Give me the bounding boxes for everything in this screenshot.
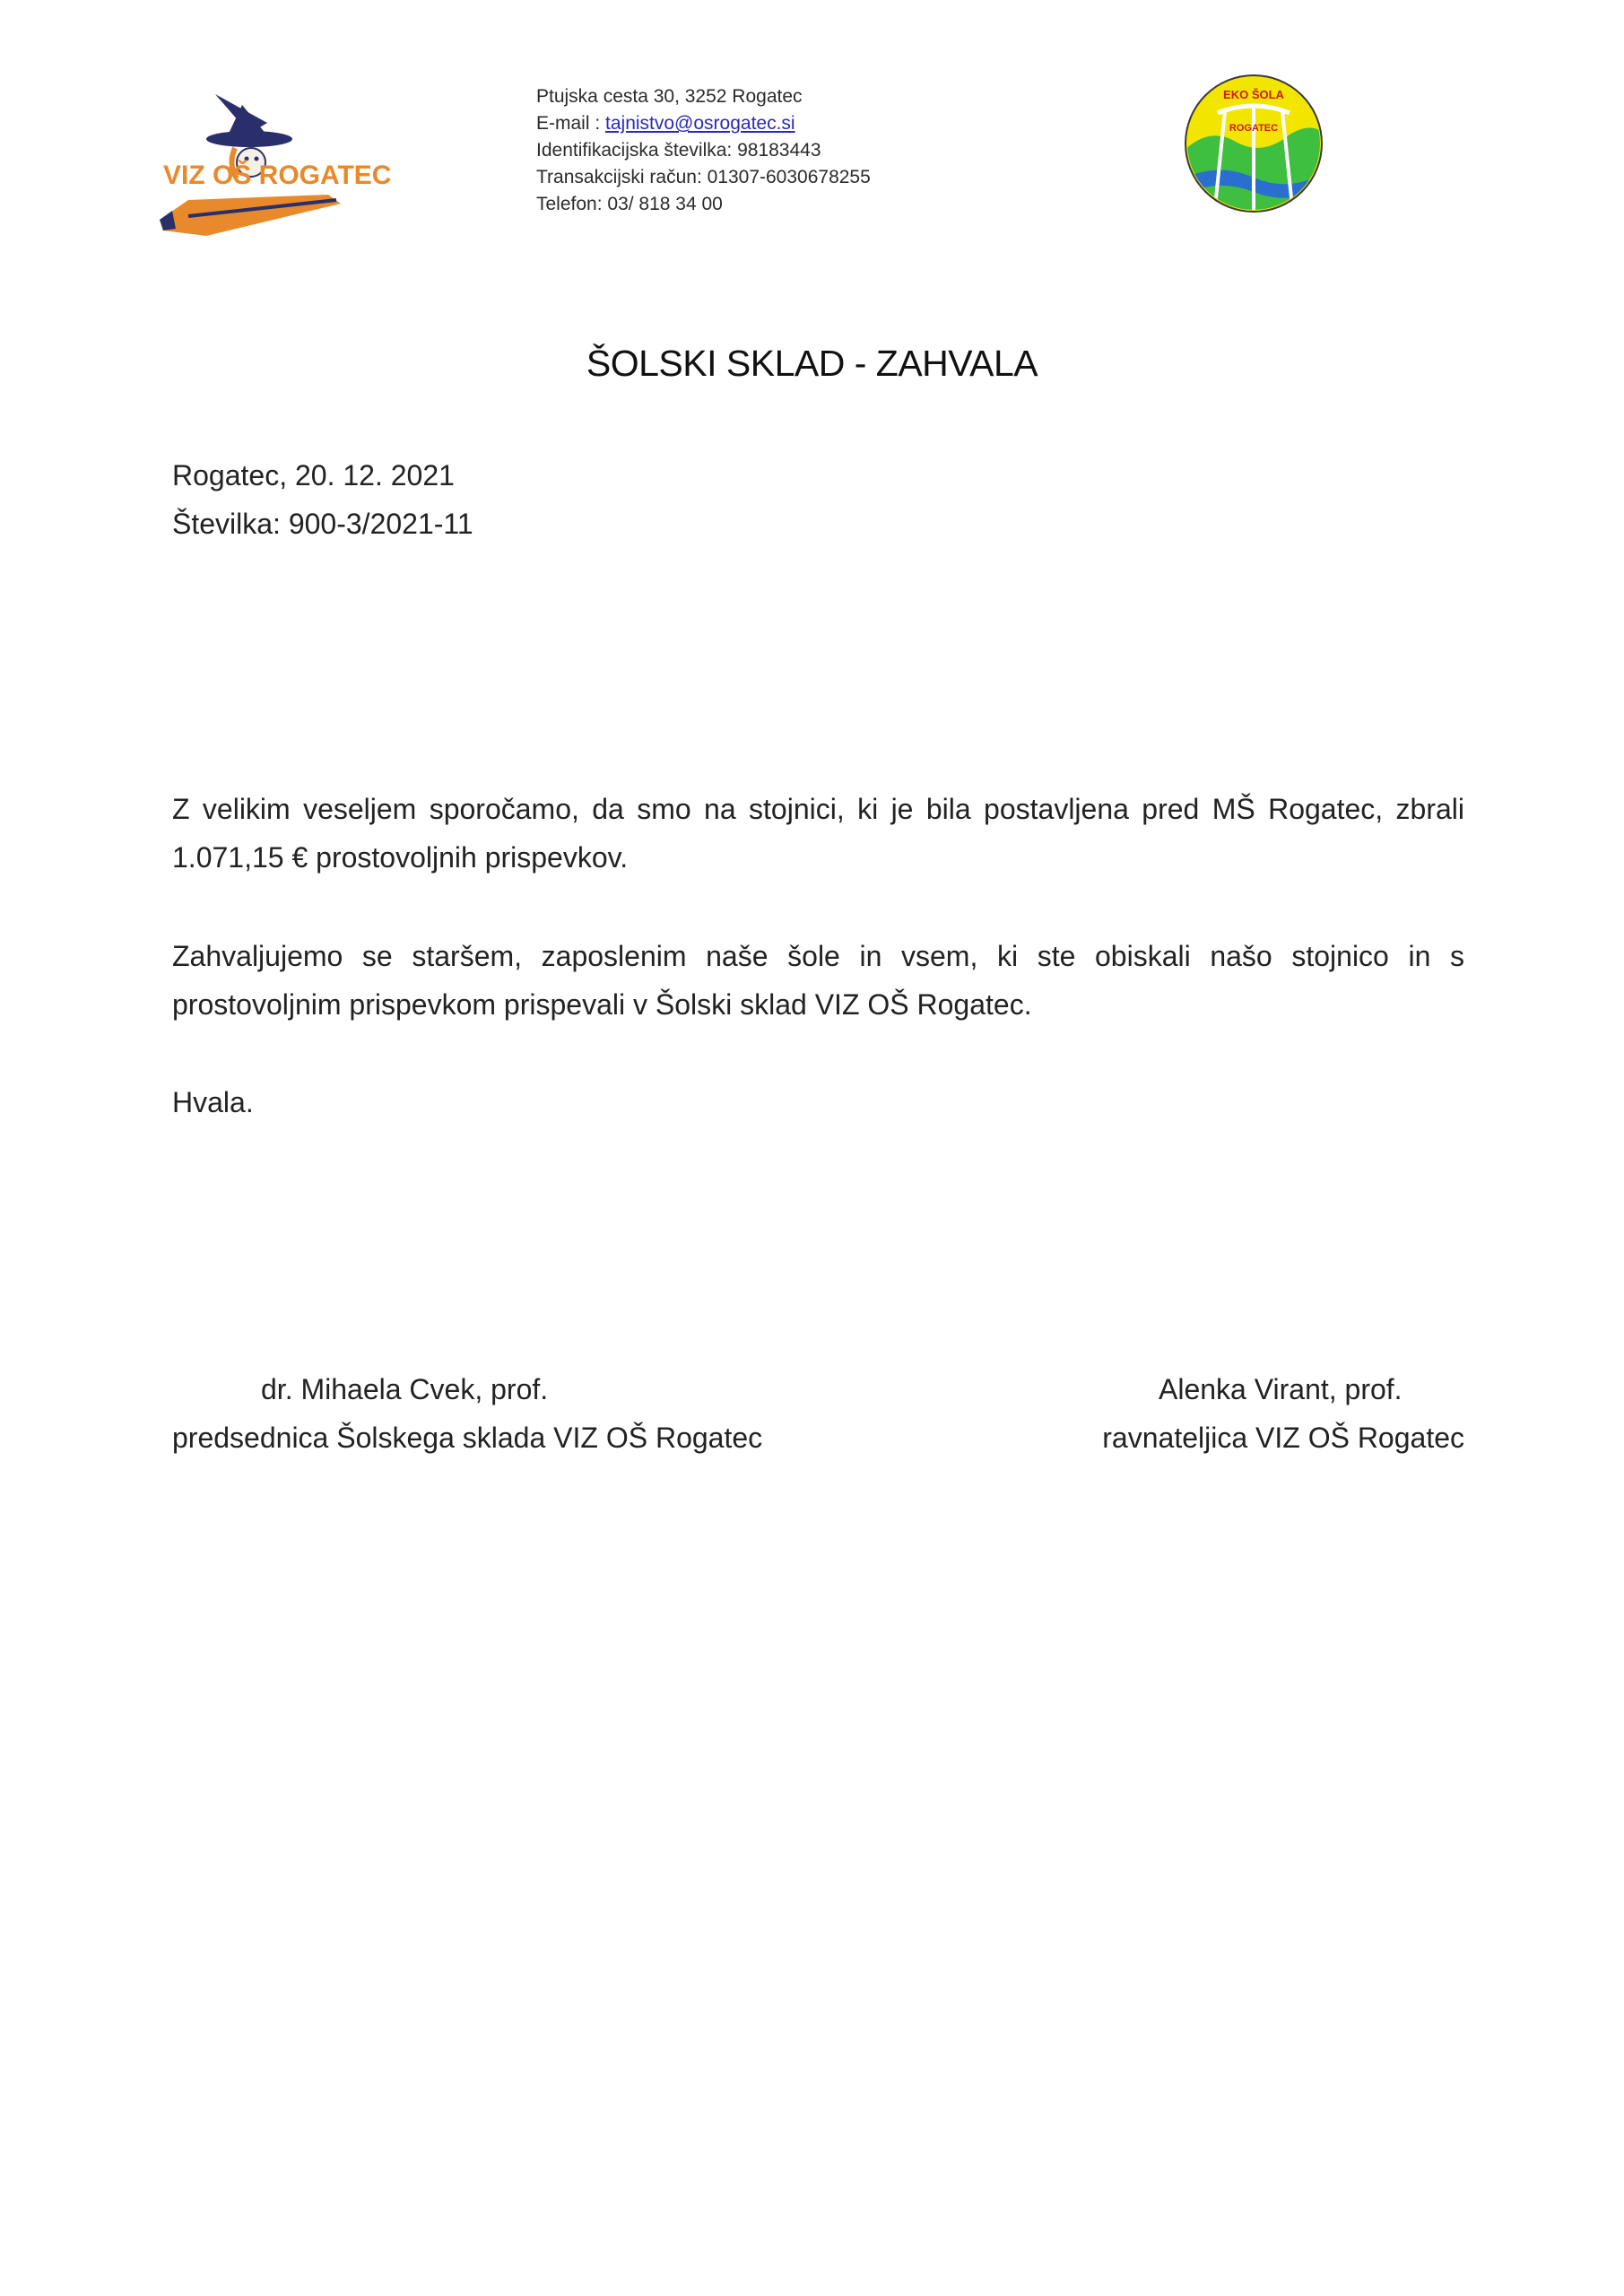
signature-left-name: dr. Mihaela Cvek, prof. xyxy=(261,1373,549,1405)
eko-school-logo xyxy=(1182,72,1325,215)
eko-sola-logo-icon xyxy=(1182,72,1325,215)
school-logo xyxy=(152,85,439,247)
closing-text: Hvala. xyxy=(172,1086,254,1118)
contact-id-number: Identifikacijska številka: 98183443 xyxy=(536,140,821,161)
contact-phone: Telefon: 03/ 818 34 00 xyxy=(536,194,723,214)
contact-email-label: E-mail : xyxy=(536,113,606,134)
document-meta xyxy=(172,451,473,548)
contact-info xyxy=(536,83,871,218)
document-title: ŠOLSKI SKLAD - ZAHVALA xyxy=(586,343,1038,384)
eko-logo-text-top: EKO ŠOLA xyxy=(1223,88,1284,101)
signature-right-title: ravnateljica VIZ OŠ Rogatec xyxy=(1102,1422,1464,1454)
signature-right-name: Alenka Virant, prof. xyxy=(1159,1373,1403,1405)
document-number: Številka: 900-3/2021-11 xyxy=(172,508,473,540)
logo-text: VIZ OŠ ROGATEC xyxy=(163,161,392,190)
contact-email-line xyxy=(536,110,871,137)
witch-pencil-logo-icon xyxy=(152,85,439,247)
contact-email-link[interactable]: tajnistvo@osrogatec.si xyxy=(605,113,795,134)
signature-left-title: predsednica Šolskega sklada VIZ OŠ Rogatec xyxy=(172,1422,763,1454)
contact-address: Ptujska cesta 30, 3252 Rogatec xyxy=(536,86,803,107)
place-date: Rogatec, 20. 12. 2021 xyxy=(172,459,455,491)
eko-logo-text-bottom: ROGATEC xyxy=(1229,123,1279,134)
contact-account: Transakcijski račun: 01307-6030678255 xyxy=(536,167,871,187)
paragraph-thanks: Zahvaljujemo se staršem, zaposlenim naše šole in vsem, ki ste obiskali našo stojnico in s prostovoljnim prispevkom prispevali v Šolski sklad VIZ OŠ Rogatec. xyxy=(172,940,1464,1021)
paragraph-announcement: Z velikim veseljem sporočamo, da smo na stojnici, ki je bila postavljena pred MŠ Rogatec, zbrali 1.071,15 € prostovoljnih prispevkov. xyxy=(172,793,1464,874)
